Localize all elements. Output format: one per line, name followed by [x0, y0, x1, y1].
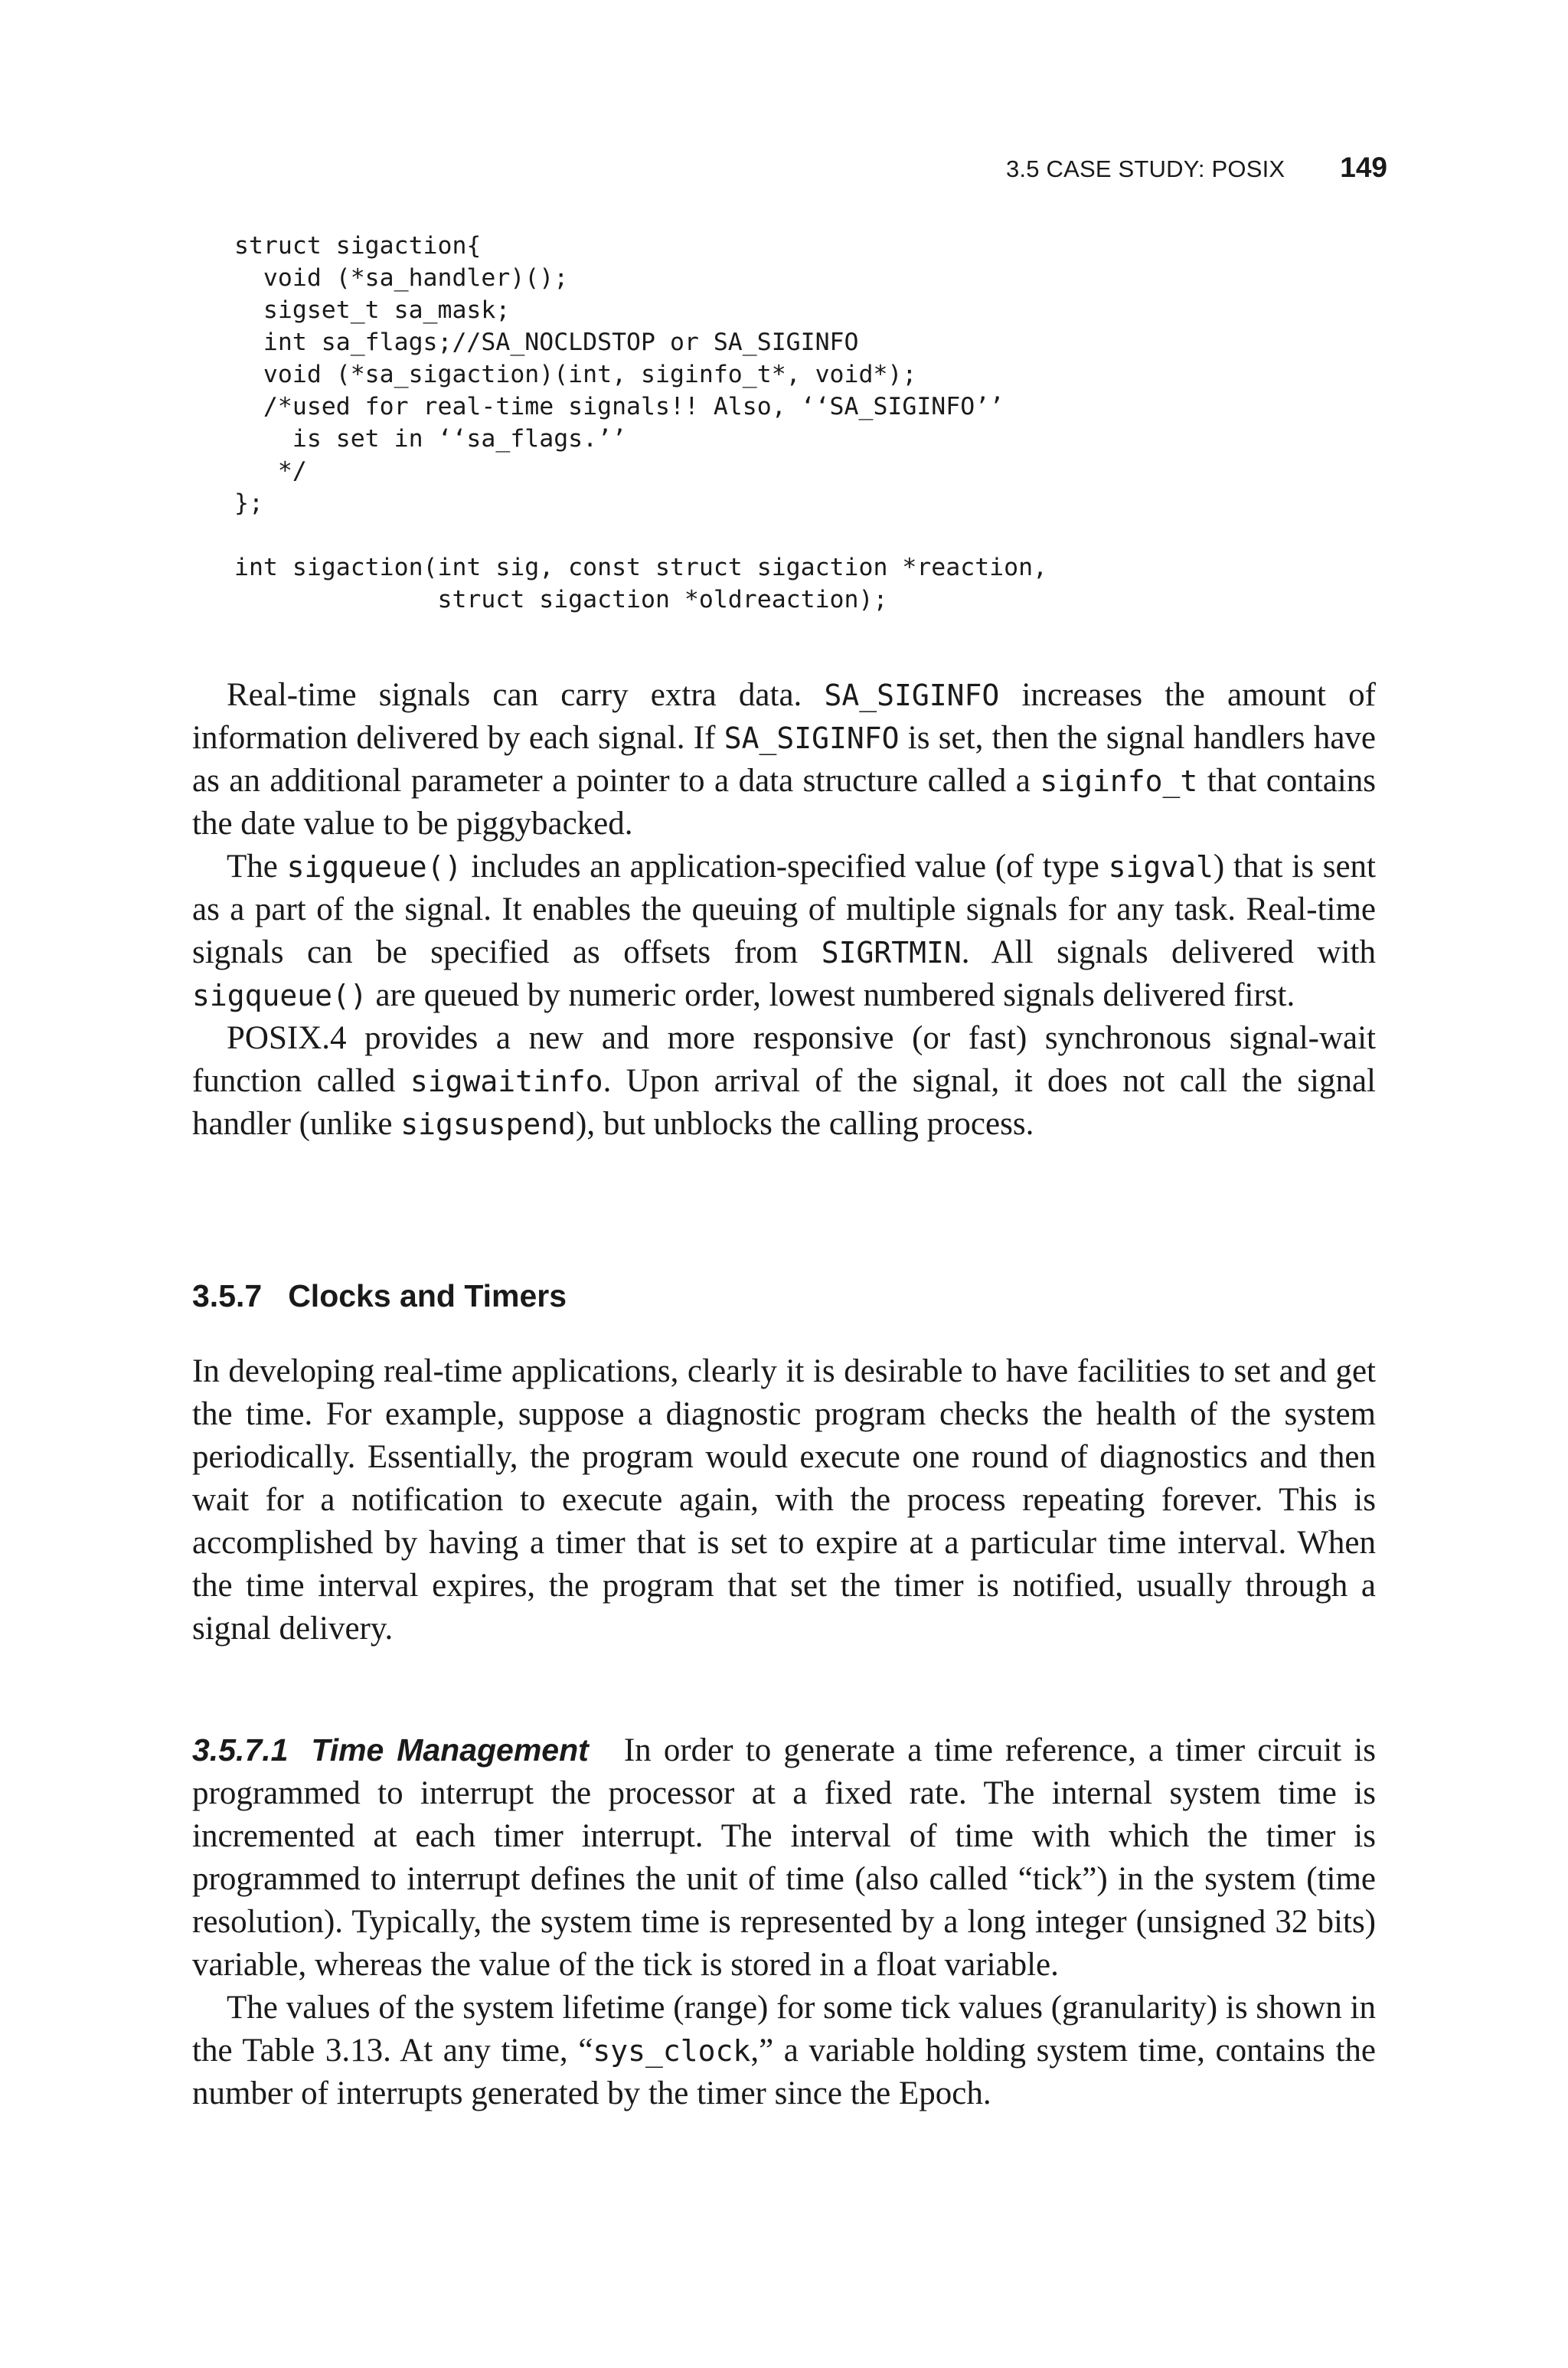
- inline-code: sigqueue(): [192, 979, 368, 1012]
- running-head-section: 3.5 CASE STUDY: POSIX: [1005, 155, 1285, 182]
- paragraph-sigqueue: [192, 845, 1376, 1017]
- text-run: . Upon arrival of the signal, it does not call the signal handler (unlike: [192, 1063, 1376, 1142]
- text-run: ) that is sent as a part of the signal. It enables the queuing of multiple signals for any task. Real-time signals can be specified as offsets from: [192, 849, 1376, 970]
- paragraph-clocks-intro: In developing real-time applications, clearly it is desirable to have facilities to set and get the time. For example, suppose a diagnostic program checks the health of the system periodically. Essentially, the program would execute one round of diagnostics and then wait for a notification to execute again, with the process repeating forever. This is accomplished by having a timer that is set to expire at a particular time interval. When the time interval expires, the program that set the timer is notified, usually through a signal delivery.: [192, 1353, 1376, 1647]
- signals-text-block: [192, 674, 1376, 1146]
- code-line: int sa_flags;//SA_NOCLDSTOP or SA_SIGINFO: [234, 329, 859, 356]
- inline-code: sigsuspend: [400, 1107, 577, 1141]
- inline-code: sigqueue(): [286, 850, 462, 884]
- subsection-number: 3.5.7.1: [192, 1732, 289, 1768]
- code-line: sigset_t sa_mask;: [234, 296, 511, 324]
- page-number: 149: [1340, 152, 1387, 183]
- section-heading-clocks-and-timers: [192, 1274, 567, 1317]
- text-run: The: [227, 849, 287, 885]
- paragraph-time-management: [192, 1729, 1376, 1987]
- text-run: ), but unblocks the calling process.: [576, 1106, 1034, 1142]
- code-line: struct sigaction{: [234, 232, 482, 260]
- text-run: that contains the date value to be piggybacked.: [192, 763, 1376, 842]
- code-listing: [234, 230, 1047, 616]
- code-line: void (*sa_handler)();: [234, 264, 569, 292]
- section-number: 3.5.7: [192, 1278, 263, 1313]
- code-line-blank: [234, 519, 1047, 551]
- code-line: struct sigaction *oldreaction);: [234, 586, 888, 613]
- code-line: */: [234, 457, 307, 485]
- inline-code: sigwaitinfo: [410, 1065, 603, 1098]
- clocks-text-block: [192, 1350, 1376, 1650]
- inline-code: sigval: [1108, 850, 1214, 884]
- code-line: int sigaction(int sig, const struct sigaction *reaction,: [234, 554, 1048, 581]
- text-run: includes an application-specified value (of type: [462, 849, 1109, 885]
- subsection-heading-time-management: [192, 1732, 589, 1768]
- text-run: . All signals delivered with: [961, 934, 1376, 970]
- inline-code: SA_SIGINFO: [724, 721, 900, 755]
- text-run: The values of the system lifetime (range) for some tick values (granularity) is shown in the Table 3.13. At any time, “: [192, 1990, 1376, 2069]
- code-line: };: [234, 489, 263, 517]
- paragraph-realtime-signals: [192, 674, 1376, 845]
- text-run: are queued by numeric order, lowest numbered signals delivered first.: [367, 977, 1295, 1013]
- code-line: void (*sa_sigaction)(int, siginfo_t*, void*);: [234, 361, 917, 388]
- text-run: increases the amount of information delivered by each signal. If: [192, 677, 1376, 756]
- code-line: /*used for real-time signals!! Also, ‘‘SA_SIGINFO’’: [234, 393, 1004, 420]
- inline-code: SA_SIGINFO: [824, 679, 1000, 712]
- time-management-text-block: [192, 1729, 1376, 2115]
- inline-code: siginfo_t: [1040, 764, 1198, 798]
- text-run: ,” a variable holding system time, contains the number of interrupts generated by the timer since the Epoch.: [192, 2033, 1376, 2111]
- subsection-title: Time Management: [311, 1732, 589, 1768]
- text-run: In order to generate a time reference, a timer circuit is programmed to interrupt the processor at a fixed rate. The internal system time is incremented at each timer interrupt. The interval of time with which the timer is programmed to interrupt defines the unit of time (also called “tick”) in the system (time resolution). Typically, the system time is represented by a long integer (unsigned 32 bits) variable, whereas the value of the tick is stored in a float variable.: [192, 1732, 1377, 1983]
- paragraph-system-lifetime: [192, 1987, 1376, 2115]
- text-run: POSIX.4 provides a new and more responsive (or fast) synchronous signal-wait function called: [192, 1020, 1376, 1099]
- text-run: Real-time signals can carry extra data.: [227, 677, 825, 713]
- running-head: [1006, 152, 1387, 184]
- code-line: is set in ‘‘sa_flags.’’: [234, 425, 627, 453]
- inline-code: sys_clock: [593, 2034, 751, 2068]
- section-title: Clocks and Timers: [288, 1278, 567, 1313]
- paragraph-sigwaitinfo: [192, 1017, 1376, 1146]
- inline-code: SIGRTMIN: [821, 936, 962, 970]
- text-run: is set, then the signal handlers have as an additional parameter a pointer to a data structure called a: [192, 720, 1376, 799]
